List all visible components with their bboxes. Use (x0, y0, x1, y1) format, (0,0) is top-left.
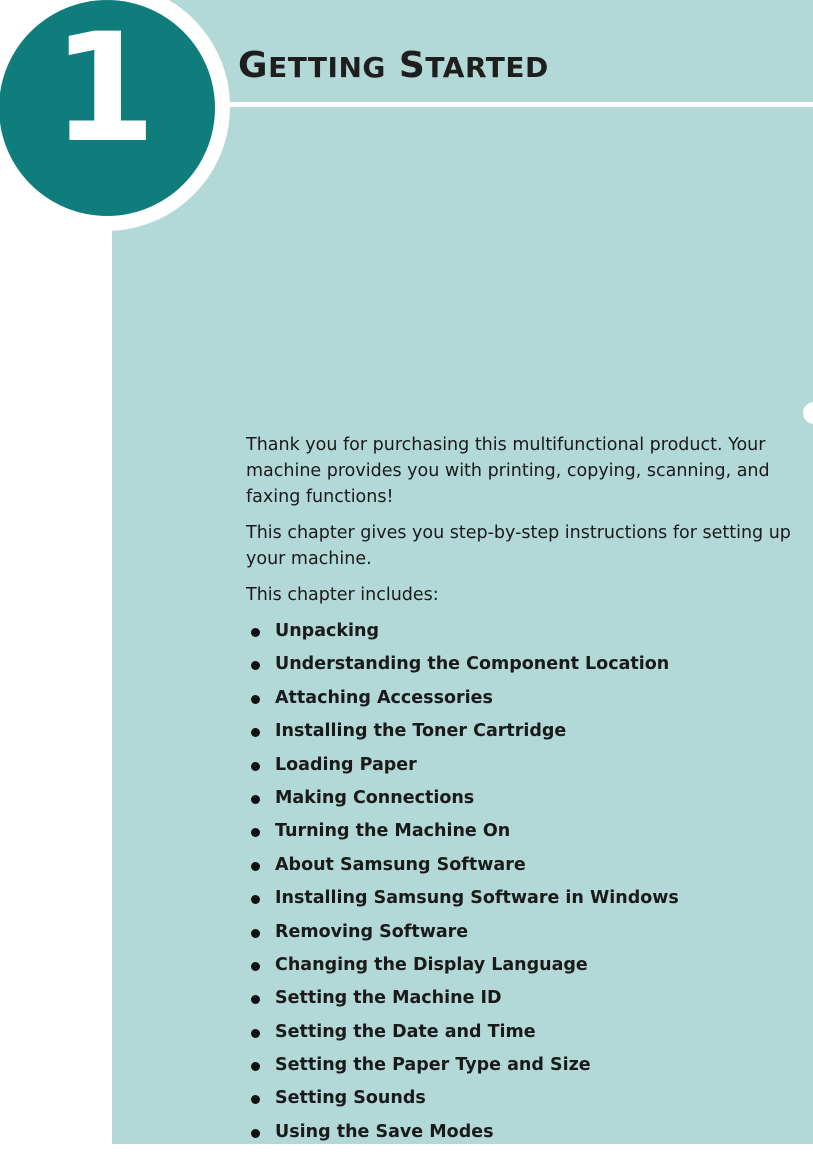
bullet-icon (251, 895, 260, 904)
contents-item (246, 1052, 806, 1085)
bullet-icon (251, 1095, 260, 1104)
contents-item (246, 1119, 806, 1152)
intro-paragraph: This chapter gives you step-by-step instructions for setting up your machine. (246, 523, 791, 569)
chapter-badge (0, 0, 215, 216)
contents-item-label: Using the Save Modes (275, 1121, 494, 1142)
contents-item (246, 718, 806, 751)
contents-item-label: Attaching Accessories (275, 687, 493, 708)
title-word-tarted: TARTED (425, 51, 549, 84)
bullet-icon (251, 962, 260, 971)
title-rule (228, 102, 813, 107)
bullet-icon (251, 661, 260, 670)
contents-item-label: Making Connections (275, 787, 475, 808)
contents-item-label: Changing the Display Language (275, 954, 588, 975)
contents-item (246, 1085, 806, 1118)
bullet-icon (251, 762, 260, 771)
bullet-icon (251, 695, 260, 704)
contents-item-label: Installing the Toner Cartridge (275, 721, 567, 742)
contents-item (246, 618, 806, 651)
chapter-title (238, 42, 549, 92)
bullet-icon (251, 929, 260, 938)
contents-item (246, 785, 806, 818)
chapter-number: 1 (51, 2, 157, 176)
intro-paragraph: This chapter includes: (246, 585, 439, 605)
bullet-icon (251, 795, 260, 804)
contents-item-label: Unpacking (275, 621, 380, 641)
contents-item (246, 651, 806, 684)
bullet-icon (251, 1062, 260, 1071)
chapter-contents-list (246, 618, 806, 1152)
contents-item-label: Understanding the Component Location (275, 654, 670, 675)
intro-text (246, 432, 806, 618)
contents-item-label: Setting the Paper Type and Size (275, 1055, 591, 1076)
contents-item-label: Setting Sounds (275, 1088, 426, 1109)
bullet-icon (251, 628, 260, 637)
bullet-icon (251, 862, 260, 871)
contents-item (246, 685, 806, 718)
contents-item-label: Setting the Date and Time (275, 1021, 536, 1042)
bullet-icon (251, 728, 260, 737)
title-word-etting: ETTING (268, 51, 386, 84)
intro-paragraph: Thank you for purchasing this multifunctional product. Your machine provides you with printing, copying, scanning, and faxing functions! (246, 435, 770, 507)
bullet-icon (251, 828, 260, 837)
contents-item (246, 952, 806, 985)
title-initial-g: G (238, 45, 269, 86)
contents-item-label: Loading Paper (275, 754, 417, 775)
title-initial-s: S (398, 45, 426, 86)
bullet-icon (251, 995, 260, 1004)
contents-item-label: Turning the Machine On (275, 821, 511, 842)
contents-item-label: About Samsung Software (275, 854, 526, 875)
contents-item-label: Setting the Machine ID (275, 988, 502, 1009)
contents-item (246, 852, 806, 885)
contents-item (246, 885, 806, 918)
contents-item-label: Installing Samsung Software in Windows (275, 888, 679, 909)
bullet-icon (251, 1029, 260, 1038)
contents-item (246, 1019, 806, 1052)
bullet-icon (251, 1129, 260, 1138)
contents-item (246, 818, 806, 851)
contents-item (246, 752, 806, 785)
contents-item (246, 985, 806, 1018)
contents-item (246, 919, 806, 952)
contents-item-label: Removing Software (275, 921, 469, 942)
